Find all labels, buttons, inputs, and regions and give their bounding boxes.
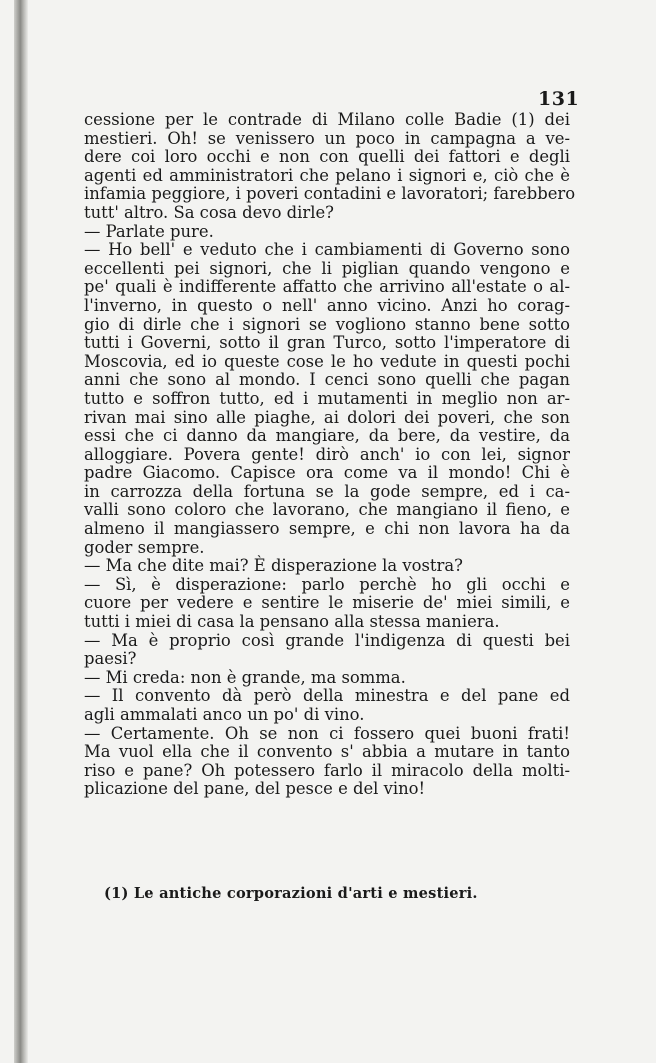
text-line: rivan mai sino alle piaghe, ai dolori dei poveri, che son	[84, 407, 570, 427]
text-line: valli sono coloro che lavorano, che mangiano il fieno, e	[84, 500, 570, 520]
text-line: anni che sono al mondo. I cenci sono quelli che pagan	[84, 370, 570, 390]
text-line: tutto e soffron tutto, ed i mutamenti in meglio non ar-	[84, 388, 570, 408]
text-line: plicazione del pane, del pesce e del vino!	[84, 779, 426, 799]
text-line: Ma vuol ella che il convento s' abbia a mutare in tanto	[84, 742, 570, 762]
text-line: Moscovia, ed io queste cose le ho vedute in questi pochi	[84, 351, 570, 371]
text-line: infamia peggiore, i poveri contadini e lavoratori; farebbero	[84, 184, 576, 204]
text-line: padre Giacomo. Capisce ora come va il mondo! Chi è	[84, 463, 570, 483]
text-line: tutti i miei di casa la pensano alla stessa maniera.	[84, 612, 500, 632]
page-number: 131	[538, 88, 580, 110]
text-line: eccellenti pei signori, che li piglian quando vengono e	[84, 258, 570, 278]
text-line: — Ho bell' e veduto che i cambiamenti di Governo sono	[84, 240, 570, 260]
footnote: (1) Le antiche corporazioni d'arti e mestieri.	[104, 885, 478, 902]
text-line: — Il convento dà però della minestra e del pane ed	[84, 686, 570, 706]
text-line: agli ammalati anco un po' di vino.	[84, 705, 365, 724]
text-line: pe' quali è indifferente affatto che arrivino all'estate o al-	[84, 277, 570, 297]
book-gutter-shadow	[14, 0, 28, 1063]
text-line: tutt' altro. Sa cosa devo dirle?	[84, 202, 334, 222]
text-line: cessione per le contrade di Milano colle Badie (1) dei	[84, 110, 570, 129]
text-line: in carrozza della fortuna se la gode sempre, ed i ca-	[84, 481, 570, 501]
text-line: — Certamente. Oh se non ci fossero quei buoni frati!	[84, 723, 570, 743]
body-text	[84, 110, 576, 799]
text-line: — Mi creda: non è grande, ma somma.	[84, 667, 406, 687]
text-line: goder sempre.	[84, 537, 205, 557]
text-line: mestieri. Oh! se venissero un poco in campagna a ve-	[84, 128, 570, 148]
text-line: — Sì, è disperazione: parlo perchè ho gli occhi e	[84, 574, 570, 594]
text-line: dere coi loro occhi e non con quelli dei fattori e degli	[84, 147, 570, 167]
text-line: gio di dirle che i signori se vogliono stanno bene sotto	[84, 314, 570, 334]
text-line: riso e pane? Oh potessero farlo il miracolo della molti-	[84, 760, 570, 780]
text-line: cuore per vedere e sentire le miserie de' miei simili, e	[84, 593, 570, 613]
text-line: — Ma che dite mai? È disperazione la vostra?	[84, 556, 463, 576]
text-line: essi che ci danno da mangiare, da bere, da vestire, da	[84, 426, 570, 446]
text-line: agenti ed amministratori che pelano i signori e, ciò che è	[84, 165, 570, 185]
text-line: almeno il mangiassero sempre, e chi non lavora ha da	[84, 519, 570, 539]
text-line: tutti i Governi, sotto il gran Turco, sotto l'imperatore di	[84, 333, 570, 353]
text-line: paesi?	[84, 649, 137, 669]
text-line: alloggiare. Povera gente! dirò anch' io con lei, signor	[84, 444, 570, 464]
text-line: — Ma è proprio così grande l'indigenza di questi bei	[84, 630, 570, 650]
text-line: l'inverno, in questo o nell' anno vicino. Anzi ho corag-	[84, 295, 570, 315]
text-line: — Parlate pure.	[84, 221, 214, 241]
